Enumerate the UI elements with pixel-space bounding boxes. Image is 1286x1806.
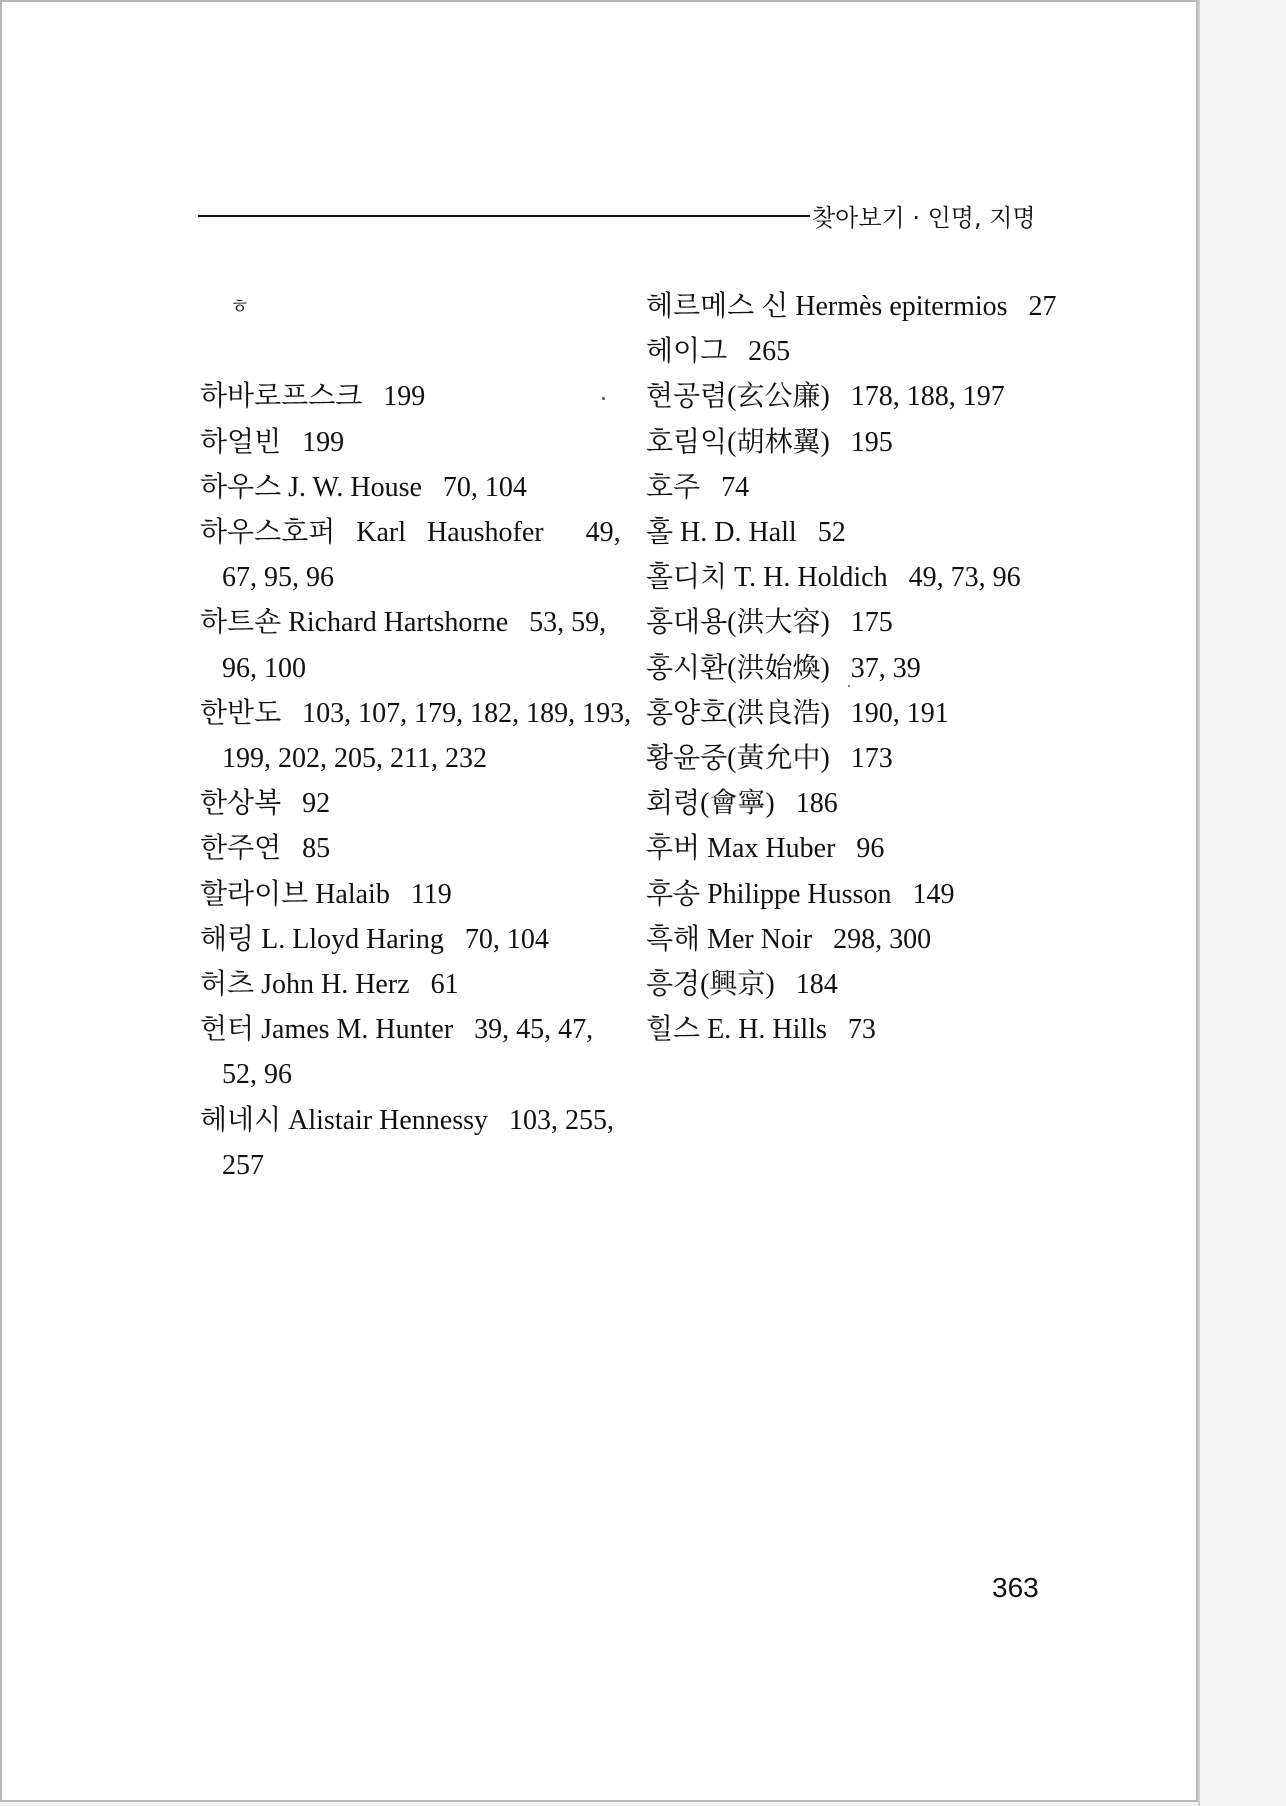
index-entry-text: 할라이브 Halaib 119 [200, 878, 452, 910]
index-entry-text: 헌터 James M. Hunter 39, 45, 47, [200, 1014, 594, 1046]
index-entry-text: 홀 H. D. Hall 52 [646, 517, 846, 549]
scan-speck [848, 685, 850, 687]
index-entry [646, 465, 1066, 510]
index-entry [646, 555, 1066, 600]
index-entry-text: 후버 Max Huber 96 [646, 833, 885, 865]
index-entry-text: 흥경(興京) 184 [646, 969, 838, 1001]
index-entry [200, 917, 610, 962]
index-entry-text: 호림익(胡林翼) 195 [646, 426, 893, 458]
index-entry [200, 465, 610, 510]
index-entry [200, 872, 610, 917]
index-entry [646, 872, 1066, 917]
index-entry [200, 420, 610, 465]
index-entry-continuation: 67, 95, 96 [222, 562, 334, 594]
index-column-left [200, 284, 632, 1188]
right-entry-list [646, 284, 1066, 1052]
index-entry-continuation: 52, 96 [222, 1059, 292, 1091]
index-entry [646, 962, 1066, 1007]
viewer-gutter [1198, 0, 1286, 1806]
index-entry-text: 허츠 John H. Herz 61 [200, 969, 459, 1001]
index-entry [200, 1007, 610, 1097]
index-entry-text: 한반도 103, 107, 179, 182, 189, 193, [200, 697, 632, 729]
index-column-right [646, 284, 1066, 1052]
index-entry-text: 하우스 J. W. House 70, 104 [200, 471, 527, 503]
scan-speck [602, 397, 605, 400]
index-entry-continuation: 257 [222, 1149, 264, 1181]
index-entry [646, 510, 1066, 555]
index-entry [646, 329, 1066, 374]
index-entry-text: 후송 Philippe Husson 149 [646, 878, 955, 910]
index-entry-continuation: 96, 100 [222, 652, 306, 684]
header-rule [198, 215, 810, 217]
index-entry [646, 1007, 1066, 1052]
index-entry-text: 흑해 Mer Noir 298, 300 [646, 923, 932, 955]
index-entry [200, 781, 610, 826]
index-entry [646, 420, 1066, 465]
index-entry [200, 374, 610, 419]
index-entry-text: 헤르메스 신 Hermès epitermios 27 [646, 291, 1057, 322]
index-entry [646, 374, 1066, 419]
index-entry-text: 회령(會寧) 186 [646, 788, 838, 820]
index-entry-text: 한주연 85 [200, 833, 331, 865]
index-entry [646, 646, 1066, 691]
index-entry-text: 홍시환(洪始煥) 37, 39 [646, 652, 921, 684]
index-entry-continuation: 199, 202, 205, 211, 232 [222, 743, 487, 774]
index-entry-text: 호주 74 [646, 471, 750, 503]
section-spacer [200, 329, 610, 374]
index-entry-text: 홍양호(洪良浩) 190, 191 [646, 697, 949, 729]
index-entry-text: 하얼빈 199 [200, 426, 345, 458]
index-entry [200, 600, 610, 690]
index-entry [646, 284, 1066, 329]
index-entry [646, 691, 1066, 736]
index-entry [646, 917, 1066, 962]
index-entry [200, 1098, 614, 1188]
running-header: 찾아보기 · 인명, 지명 [812, 204, 1036, 232]
index-entry [646, 736, 1066, 781]
left-entry-list [200, 374, 632, 1188]
index-entry-text: 홍대용(洪大容) 175 [646, 607, 893, 639]
index-entry [646, 781, 1066, 826]
section-letter: ㅎ [230, 294, 250, 318]
index-entry-text: 한상복 92 [200, 788, 331, 820]
index-entry-text: 하우스호퍼 Karl Haushofer 49, [200, 516, 621, 548]
index-entry-text: 힐스 E. H. Hills 73 [646, 1014, 876, 1046]
index-entry-text: 황윤중(黃允中) 173 [646, 743, 893, 775]
index-entry [200, 962, 610, 1007]
index-entry-text: 현공렴(玄公廉) 178, 188, 197 [646, 381, 1005, 413]
index-entry-text: 하바로프스크 199 [200, 381, 426, 413]
index-entry-text: 하트숀 Richard Hartshorne 53, 59, [200, 607, 607, 639]
index-entry [200, 691, 632, 781]
index-entry [646, 600, 1066, 645]
index-entry-text: 해링 L. Lloyd Haring 70, 104 [200, 923, 549, 955]
index-entry-text: 헤이그 265 [646, 336, 791, 368]
index-entry [200, 510, 621, 600]
index-entry-text: 헤네시 Alistair Hennessy 103, 255, [200, 1104, 614, 1136]
index-entry [646, 826, 1066, 871]
page-number: 363 [992, 1572, 1039, 1603]
index-entry [200, 826, 610, 871]
index-entry-text: 홀디치 T. H. Holdich 49, 73, 96 [646, 562, 1021, 594]
